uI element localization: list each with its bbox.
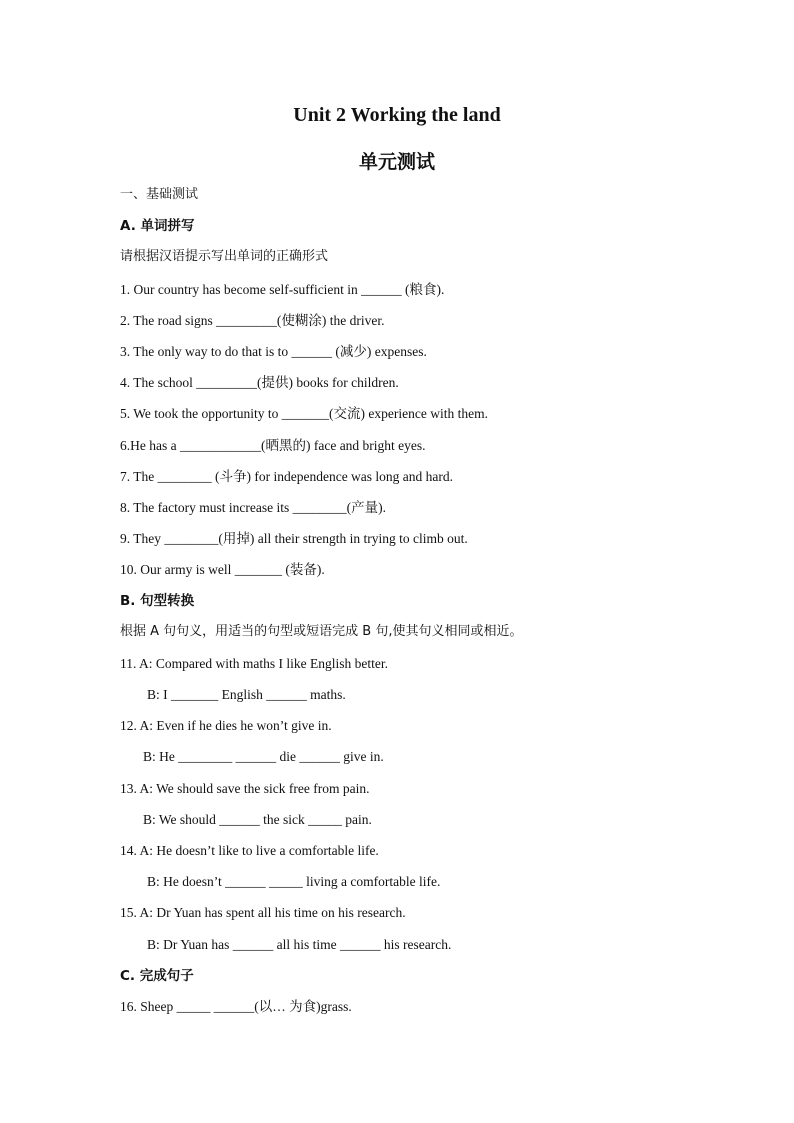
question-a-line: 14. A: He doesn’t like to live a comfortable life.: [120, 843, 379, 858]
section-a-heading: A. 单词拼写: [120, 218, 195, 234]
question-item: 1. Our country has become self-sufficient in ______ (粮食).: [120, 282, 445, 297]
section-b-instruction: 根据 A 句句义，用适当的句型或短语完成 B 句,使其句义相同或相近。: [120, 624, 523, 639]
question-a-line: 11. A: Compared with maths I like English better.: [120, 656, 388, 671]
question-item: 5. We took the opportunity to _______(交流) experience with them.: [120, 406, 488, 421]
question-b-line: B: He ________ ______ die ______ give in.: [143, 749, 384, 764]
question-item: 8. The factory must increase its ________(产量).: [120, 500, 386, 515]
question-a-line: 13. A: We should save the sick free from pain.: [120, 781, 370, 796]
question-a-line: 12. A: Even if he dies he won’t give in.: [120, 718, 332, 733]
document-title: Unit 2 Working the land: [293, 104, 501, 126]
question-item: 10. Our army is well _______ (装备).: [120, 562, 325, 577]
question-b-line: B: Dr Yuan has ______ all his time ______ his research.: [147, 937, 452, 952]
section-a-instruction: 请根据汉语提示写出单词的正确形式: [120, 249, 329, 264]
question-b-line: B: We should ______ the sick _____ pain.: [143, 812, 372, 827]
document-subtitle: 单元测试: [358, 151, 435, 173]
question-item: 3. The only way to do that is to ______ (减少) expenses.: [120, 344, 427, 359]
question-a-line: 15. A: Dr Yuan has spent all his time on his research.: [120, 905, 406, 920]
section-b-heading: B. 句型转换: [120, 593, 195, 609]
question-b-line: B: I _______ English ______ maths.: [147, 687, 346, 702]
question-item: 7. The ________ (斗争) for independence was long and hard.: [120, 469, 454, 484]
question-item: 9. They ________(用掉) all their strength in trying to climb out.: [120, 531, 468, 546]
question-item: 2. The road signs _________(使糊涂) the driver.: [120, 313, 385, 328]
question-item: 6.He has a ____________(晒黑的) face and bright eyes.: [120, 438, 426, 453]
question-item: 16. Sheep _____ ______(以… 为食)grass.: [120, 999, 352, 1014]
part-heading: 一、基础测试: [120, 187, 199, 202]
section-c-heading: C. 完成句子: [120, 968, 194, 984]
question-b-line: B: He doesn’t ______ _____ living a comfortable life.: [147, 874, 441, 889]
question-item: 4. The school _________(提供) books for children.: [120, 375, 399, 390]
